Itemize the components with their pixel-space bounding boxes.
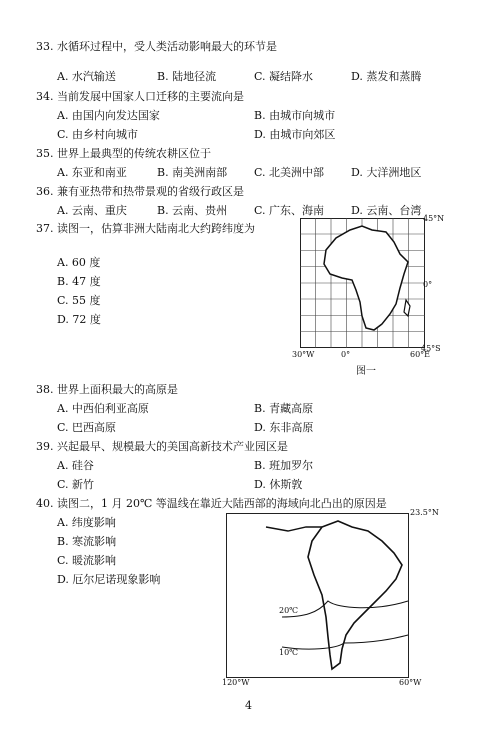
fig1-lat-45s: 45°S <box>421 344 441 353</box>
q36-option-a[interactable]: A. 云南、重庆 <box>57 204 127 217</box>
fig1-lat-45n: 45°N <box>423 214 445 223</box>
q33-option-c[interactable]: C. 凝结降水 <box>254 70 314 83</box>
q36-option-c[interactable]: C. 广东、海南 <box>254 204 325 217</box>
q36-option-b[interactable]: B. 云南、贵州 <box>157 204 228 217</box>
q34-option-a[interactable]: A. 由国内向发达国家 <box>57 109 160 122</box>
q34-option-d[interactable]: D. 由城市向郊区 <box>254 128 336 141</box>
q38-option-c[interactable]: C. 巴西高原 <box>57 421 117 434</box>
q38-option-d[interactable]: D. 东非高原 <box>254 421 314 434</box>
question-40-stem: 40. 读图二，1 月 20℃ 等温线在靠近大陆西部的海域向北凸出的原因是 <box>36 497 387 510</box>
q40-option-b[interactable]: B. 寒流影响 <box>57 535 117 548</box>
q35-option-c[interactable]: C. 北美洲中部 <box>254 166 325 179</box>
fig2-lat-23-5n: 23.5°N <box>410 508 439 517</box>
q37-option-b[interactable]: B. 47 度 <box>57 275 101 288</box>
madagascar-outline <box>404 300 410 316</box>
q34-option-c[interactable]: C. 由乡村向城市 <box>57 128 139 141</box>
question-35-stem: 35. 世界上最典型的传统农耕区位于 <box>36 147 211 160</box>
q39-option-a[interactable]: A. 硅谷 <box>57 459 94 472</box>
q37-option-c[interactable]: C. 55 度 <box>57 294 101 307</box>
q40-option-d[interactable]: D. 厄尔尼诺现象影响 <box>57 573 161 586</box>
q38-option-a[interactable]: A. 中西伯利亚高原 <box>57 402 149 415</box>
figure-1-africa-map <box>300 218 425 348</box>
page-number: 4 <box>245 699 252 712</box>
question-34-stem: 34. 当前发展中国家人口迁移的主要流向是 <box>36 90 244 103</box>
question-39-stem: 39. 兴起最早、规模最大的美国高新技术产业园区是 <box>36 440 288 453</box>
q37-option-d[interactable]: D. 72 度 <box>57 313 101 326</box>
fig1-lon-0: 0° <box>341 350 351 359</box>
q34-option-b[interactable]: B. 由城市向城市 <box>254 109 336 122</box>
q38-option-b[interactable]: B. 青藏高原 <box>254 402 314 415</box>
fig2-lon-60w: 60°W <box>399 678 422 687</box>
south-america-outline <box>308 521 402 669</box>
q33-option-a[interactable]: A. 水汽输送 <box>57 70 116 83</box>
fig2-isotherm-20c: 20℃ <box>279 606 299 615</box>
fig1-lon-60e: 60°E <box>410 350 431 359</box>
question-37-stem: 37. 读图一，估算非洲大陆南北大约跨纬度为 <box>36 222 255 235</box>
q37-option-a[interactable]: A. 60 度 <box>57 256 101 269</box>
q35-option-a[interactable]: A. 东亚和南亚 <box>57 166 127 179</box>
q36-option-d[interactable]: D. 云南、台湾 <box>351 204 422 217</box>
africa-outline <box>324 226 408 330</box>
q39-option-c[interactable]: C. 新竹 <box>57 478 95 491</box>
figure-1-caption: 图一 <box>356 366 376 377</box>
question-36-stem: 36. 兼有亚热带和热带景观的省级行政区是 <box>36 185 244 198</box>
fig1-lon-30w: 30°W <box>292 350 315 359</box>
question-38-stem: 38. 世界上面积最大的高原是 <box>36 383 178 396</box>
q40-option-c[interactable]: C. 暖流影响 <box>57 554 117 567</box>
q39-option-d[interactable]: D. 休斯敦 <box>254 478 303 491</box>
q39-option-b[interactable]: B. 班加罗尔 <box>254 459 314 472</box>
fig1-lat-0: 0° <box>423 280 433 289</box>
q33-option-d[interactable]: D. 蒸发和蒸腾 <box>351 70 422 83</box>
q35-option-d[interactable]: D. 大洋洲地区 <box>351 166 422 179</box>
q33-option-b[interactable]: B. 陆地径流 <box>157 70 217 83</box>
figure-2-south-america-map <box>226 513 409 678</box>
q35-option-b[interactable]: B. 南美洲南部 <box>157 166 228 179</box>
central-america-outline <box>266 527 322 531</box>
fig2-lon-120w: 120°W <box>222 678 250 687</box>
q40-option-a[interactable]: A. 纬度影响 <box>57 516 116 529</box>
fig2-isotherm-10c: 10℃ <box>279 648 299 657</box>
question-33-stem: 33. 水循环过程中，受人类活动影响最大的环节是 <box>36 40 277 53</box>
